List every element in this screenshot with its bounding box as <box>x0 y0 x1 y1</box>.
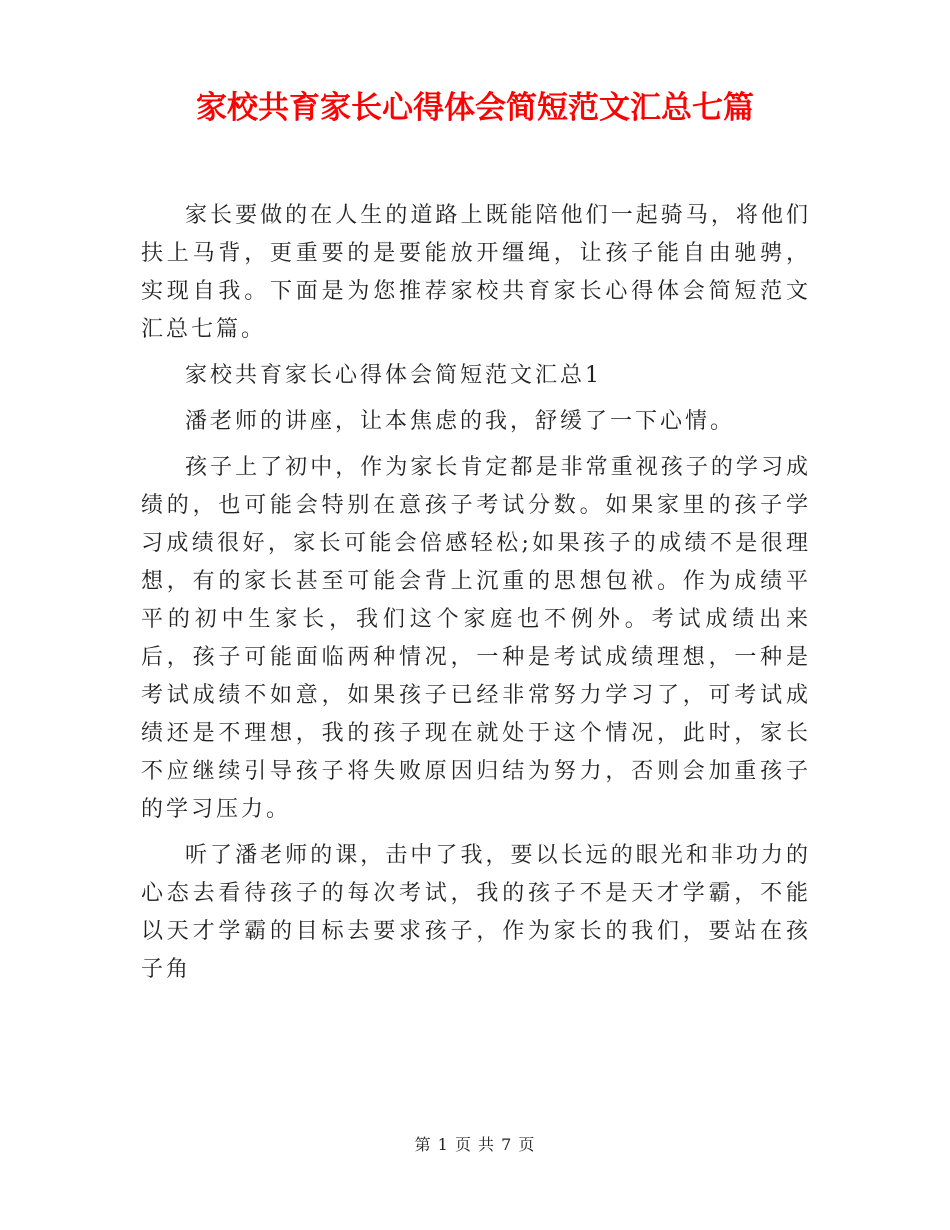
document-title: 家校共育家长心得体会简短范文汇总七篇 <box>196 90 754 126</box>
page-footer: 第 1 页 共 7 页 <box>414 1135 536 1154</box>
body-paragraph: 潘老师的讲座，让本焦虑的我，舒缓了一下心情。 <box>185 409 736 434</box>
body-paragraph: 听了潘老师的课，击中了我，要以长远的眼光和非功力的心态去看待孩子的每次考试，我的孩子不是天才学霸，不能以天才学霸的目标去要求孩子，作为家长的我们，要站在孩子角 <box>141 843 811 982</box>
intro-paragraph: 家长要做的在人生的道路上既能陪他们一起骑马，将他们扶上马背，更重要的是要能放开缰绳，让孩子能自由驰骋，实现自我。下面是为您推荐家校共育家长心得体会简短范文汇总七篇。 <box>141 203 811 342</box>
section-heading: 家校共育家长心得体会简短范文汇总1 <box>185 363 602 388</box>
document-body <box>141 197 811 997</box>
body-paragraph: 孩子上了初中，作为家长肯定都是非常重视孩子的学习成绩的，也可能会特别在意孩子考试分数。如果家里的孩子学习成绩很好，家长可能会倍感轻松;如果孩子的成绩不是很理想，有的家长甚至可能会背上沉重的思想包袱。作为成绩平平的初中生家长，我们这个家庭也不例外。考试成绩出来后，孩子可能面临两种情况，一种是考试成绩理想，一种是考试成绩不如意，如果孩子已经非常努力学习了，可考试成绩还是不理想，我的孩子现在就处于这个情况，此时，家长不应继续引导孩子将失败原因归结为努力，否则会加重孩子的学习压力。 <box>141 455 811 822</box>
